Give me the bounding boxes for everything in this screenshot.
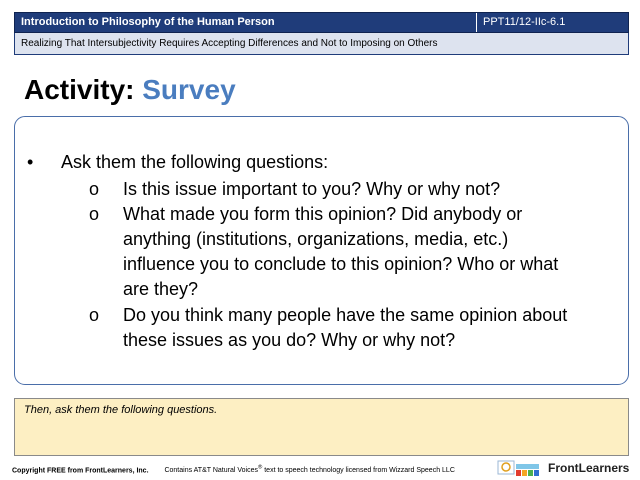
notes-text: Then, ask them the following questions. [24, 404, 218, 416]
bullet-icon: • [27, 152, 34, 172]
frontlearners-logo-icon [496, 458, 544, 478]
sub-bullet-icon: o [89, 305, 100, 325]
question-text: What made you form this opinion? Did anybody or anything (institutions, organizations, media, etc.) influence you to conclude to this opinion? Who or what are they? [123, 204, 559, 299]
registered-mark: ® [257, 465, 263, 471]
copyright-text: Copyright FREE from FrontLearners, Inc. [12, 467, 149, 475]
frontlearners-logo [496, 458, 628, 478]
speaker-notes [14, 398, 629, 456]
lesson-subheader [14, 33, 629, 55]
activity-name: Survey [142, 74, 236, 105]
question-text: Do you think many people have the same opinion about these issues as you do? Why or why not? [123, 305, 568, 350]
footer [12, 465, 455, 474]
course-title: Introduction to Philosophy of the Human Person [21, 16, 275, 28]
voices-notice-post: text to speech technology licensed from Wizzard Speech LLC [262, 467, 455, 475]
content-box [14, 116, 629, 385]
sub-bullet-icon: o [89, 204, 100, 224]
voices-notice-pre: Contains AT&T Natural Voices [164, 467, 258, 475]
course-header [14, 12, 629, 33]
main-point-text: Ask them the following questions: [61, 152, 329, 172]
lesson-subtitle: Realizing That Intersubjectivity Requires Accepting Differences and Not to Imposing on Others [21, 38, 438, 49]
activity-label: Activity: [24, 74, 135, 105]
brand-name: FrontLearners [548, 461, 630, 475]
activity-title [24, 74, 236, 106]
lesson-code: PPT11/12-IIc-6.1 [476, 13, 628, 32]
sub-bullet-icon: o [89, 179, 100, 199]
voices-notice [164, 467, 454, 474]
question-text: Is this issue important to you? Why or why not? [123, 179, 501, 199]
